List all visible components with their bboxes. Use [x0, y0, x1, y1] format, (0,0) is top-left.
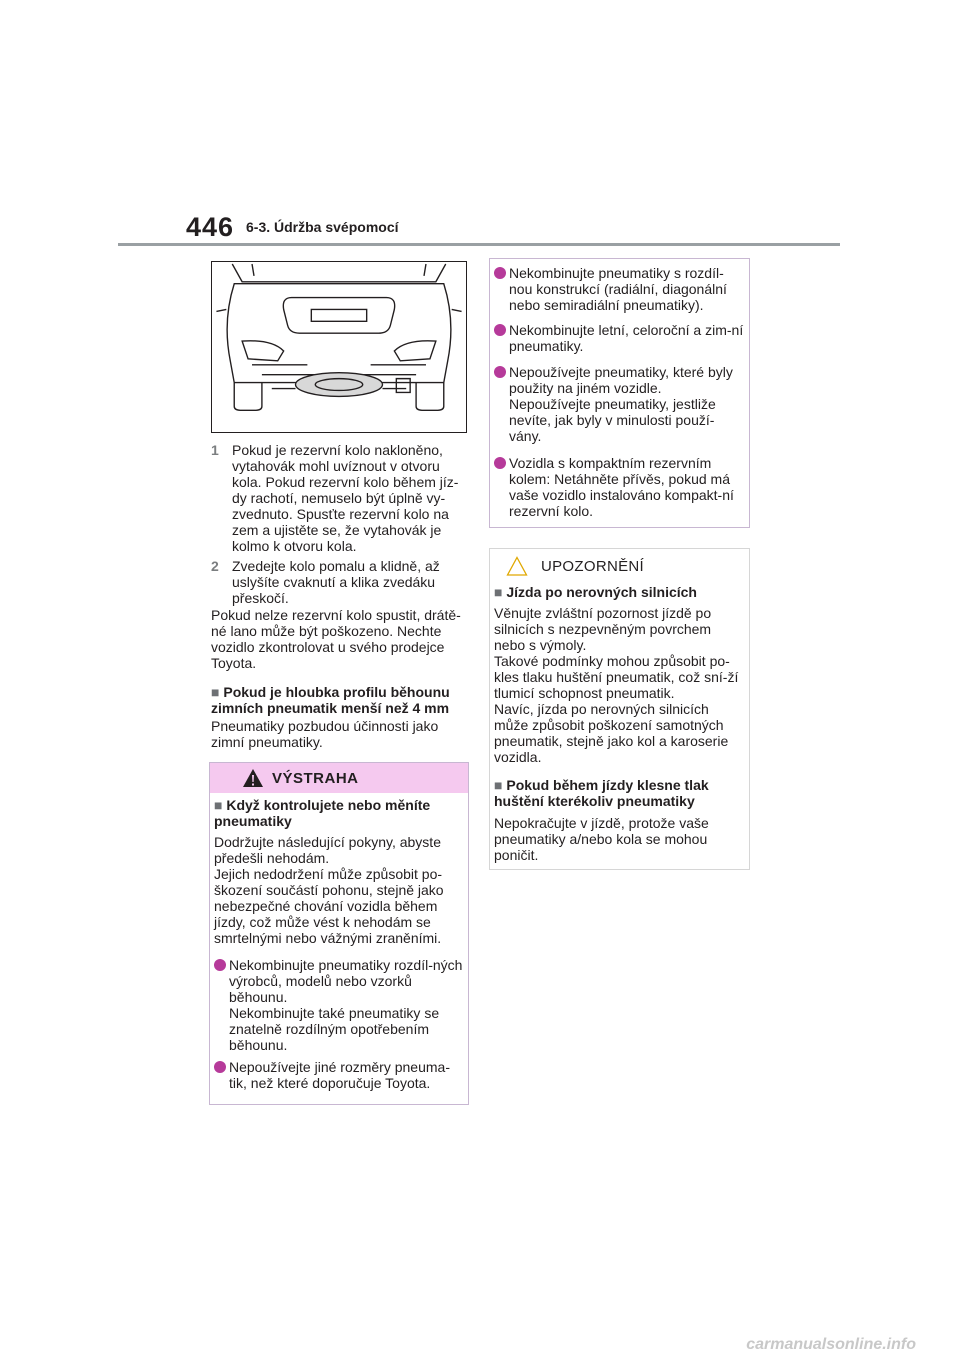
warning-triangle-icon	[242, 768, 264, 788]
step-2	[211, 558, 471, 606]
header-rule	[118, 243, 840, 246]
warning-bullet-2: Nepoužívejte jiné rozměry pneuma-tik, než které doporučuje Toyota.	[214, 1059, 466, 1091]
warning2-bullet-3: Nepoužívejte pneumatiky, které byly použity na jiném vozidle.	[494, 364, 746, 396]
warning2-bullet-1: Nekombinujte pneumatiky s rozdíl-nou konstrukcí (radiální, diagonální nebo semiradiální pneumatiky).	[494, 265, 746, 313]
warning-bullet-1-cont: Nekombinujte také pneumatiky se znatelně rozdílným opotřebením běhounu.	[229, 1005, 440, 1053]
warning-intro: Dodržujte následující pokyny, abyste předešli nehodám.	[214, 834, 441, 866]
caution-subheading-1: ■ Jízda po nerovných silnicích	[494, 584, 697, 600]
caution-triangle-icon	[506, 556, 528, 576]
warning-subheading	[214, 797, 464, 829]
bullet-dot-icon	[214, 1061, 226, 1073]
subheading-winter-tyres	[211, 684, 473, 716]
warning-header	[210, 763, 468, 793]
caution-header	[490, 549, 749, 579]
caution-label: UPOZORNĚNÍ	[541, 558, 645, 575]
caution-paragraph-4: Nepokračujte v jízdě, protože vaše pneumatiky a/nebo kola se mohou poničit.	[494, 815, 709, 863]
caution-subheading-2: ■ Pokud během jízdy klesne tlak huštění kterékoliv pneumatiky	[494, 777, 709, 809]
section-title: 6-3. Údržba svépomocí	[246, 219, 399, 235]
vehicle-rear-illustration	[211, 261, 467, 433]
step-number: 1	[211, 442, 219, 458]
paragraph-rope-damage: Pokud nelze rezervní kolo spustit, drátě-né lano může být poškozeno. Nechte vozidlo zkontrolovat u svého prodejce Toyota.	[211, 607, 461, 671]
square-bullet-icon: ■	[494, 584, 503, 600]
caution-paragraph-2: Takové podmínky mohou způsobit po-kles tlaku huštění pneumatik, což sní-ží tlumicí schopnost pneumatik.	[494, 653, 739, 701]
watermark: carmanualsonline.info	[746, 1336, 916, 1353]
step-text: Pokud je rezervní kolo nakloněno, vytahovák mohl uvíznout v otvoru kola. Pokud rezervní kolo během jíz-dy rachotí, nemuselo být úplně vy-zvednuto. Spusťte rezervní kolo na zem a ujistěte se, že vytahovák je kolmo k otvoru kola.	[232, 442, 459, 554]
square-bullet-icon: ■	[214, 797, 223, 813]
step-text: Zvedejte kolo pomalu a klidně, až uslyšíte cvaknutí a klika zvedáku přeskočí.	[232, 558, 440, 606]
bullet-dot-icon	[494, 324, 506, 336]
paragraph-winter-tyres: Pneumatiky pozbudou účinnosti jako zimní pneumatiky.	[211, 718, 439, 750]
square-bullet-icon: ■	[494, 777, 503, 793]
subheading-text: Pokud je hloubka profilu běhounu zimních pneumatik menší než 4 mm	[211, 684, 450, 716]
bullet-dot-icon	[494, 366, 506, 378]
warning-label: VÝSTRAHA	[272, 770, 359, 787]
page-number: 446	[186, 212, 235, 242]
warning2-bullet-3-cont: Nepoužívejte pneumatiky, jestliže nevíte, jak byly v minulosti použí-vány.	[509, 396, 716, 444]
warning-subheading-text: Když kontrolujete nebo měníte pneumatiky	[214, 797, 431, 829]
step-number: 2	[211, 558, 219, 574]
bullet-dot-icon	[494, 267, 506, 279]
warning-continuation-box	[489, 258, 750, 528]
warning-intro-2: Jejich nedodržení může způsobit po-škození součástí pohonu, stejně jako nebezpečné chování vozidla během jízdy, což může vést k nehodám se smrtelnými nebo vážnými zraněními.	[214, 866, 444, 946]
bullet-dot-icon	[494, 457, 506, 469]
caution-box	[489, 548, 750, 870]
square-bullet-icon: ■	[211, 684, 220, 700]
caution-paragraph-1: Věnujte zvláštní pozornost jízdě po silnicích s nezpevněným povrchem nebo s výmoly.	[494, 605, 712, 653]
warning2-bullet-2: Nekombinujte letní, celoroční a zim-ní pneumatiky.	[494, 322, 746, 354]
warning2-bullet-4: Vozidla s kompaktním rezervním kolem: Netáhněte přívěs, pokud má vaše vozidlo instalováno kompakt-ní rezervní kolo.	[494, 455, 746, 519]
step-1	[211, 442, 471, 554]
bullet-dot-icon	[214, 959, 226, 971]
warning-bullet-1: Nekombinujte pneumatiky rozdíl-ných výrobců, modelů nebo vzorků běhounu.	[214, 957, 466, 1005]
warning-box	[209, 762, 469, 1105]
caution-paragraph-3: Navíc, jízda po nerovných silnicích může způsobit poškození samotných pneumatik, stejně jako kol a karoserie vozidla.	[494, 701, 729, 765]
